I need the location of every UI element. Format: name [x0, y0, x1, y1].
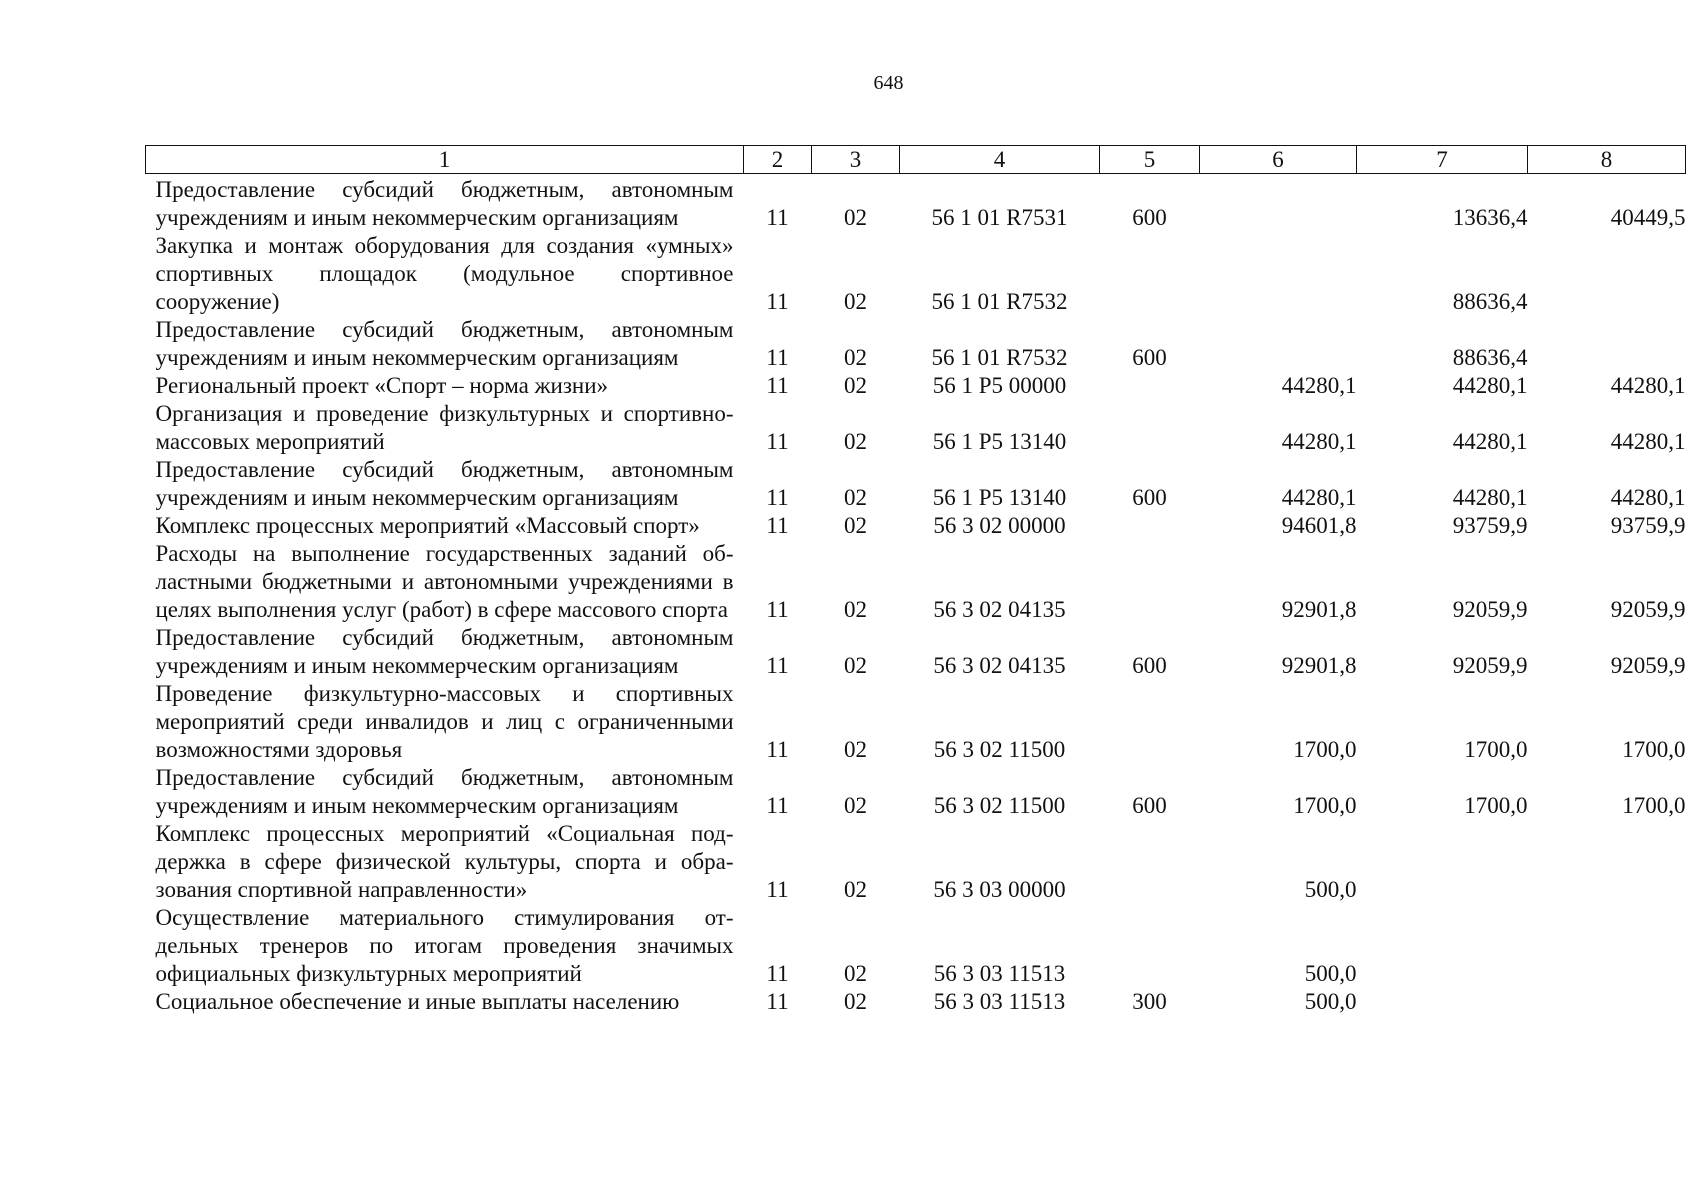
subsection-code-cell: 02	[844, 289, 867, 314]
amount-col-7-cell: 92059,9	[1452, 597, 1528, 622]
row-name-cell: Предоставление субсидий бюджетным, автономным учреждениям и иным некоммерческим организациям	[155, 625, 734, 678]
target-article-cell: 56 1 P5 00000	[932, 373, 1067, 398]
header-row	[146, 146, 1686, 174]
amount-col-8-cell	[1528, 232, 1686, 316]
row-name-cell: Предоставление субсидий бюджетным, автономным учреждениям и иным некоммерческим организациям	[155, 765, 734, 818]
section-code-cell: 11	[766, 513, 789, 538]
row-name-cell: Расходы на выполнение государственных заданий областными бюджетными и автономными учреждениями в целях выполнения услуг (работ) в сфере массового спорта	[155, 541, 734, 622]
subsection-code-cell: 02	[844, 653, 867, 678]
table-row	[146, 680, 1686, 764]
amount-col-6-cell	[1200, 174, 1357, 233]
table-row	[146, 904, 1686, 988]
expense-type-cell	[1100, 820, 1200, 904]
subsection-code-cell: 02	[844, 877, 867, 902]
table-row	[146, 512, 1686, 540]
budget-table	[145, 145, 1686, 1016]
expense-type-cell: 600	[1132, 345, 1167, 370]
amount-col-7-cell: 92059,9	[1452, 653, 1528, 678]
amount-col-6-cell: 500,0	[1304, 961, 1357, 986]
column-header-6: 6	[1200, 146, 1357, 174]
column-header-4: 4	[900, 146, 1100, 174]
amount-col-7-cell: 93759,9	[1452, 513, 1528, 538]
amount-col-8-cell	[1528, 988, 1686, 1016]
amount-col-6-cell: 44280,1	[1281, 373, 1357, 398]
expense-type-cell: 300	[1132, 989, 1167, 1014]
row-name-cell: Предоставление субсидий бюджетным, автономным учреждениям и иным некоммерческим организациям	[155, 317, 734, 370]
section-code-cell: 11	[766, 961, 789, 986]
section-code-cell: 11	[766, 485, 789, 510]
target-article-cell: 56 3 03 11513	[933, 989, 1066, 1014]
row-name-cell: Закупка и монтаж оборудования для создания «умных» спортивных площадок (модульное спортивное сооружение)	[155, 233, 734, 314]
subsection-code-cell: 02	[844, 989, 867, 1014]
row-name-cell: Комплекс процессных мероприятий «Массовый спорт»	[155, 513, 700, 538]
section-code-cell: 11	[766, 737, 789, 762]
row-name-cell: Социальное обеспечение и иные выплаты населению	[155, 989, 680, 1014]
amount-col-6-cell: 1700,0	[1293, 793, 1357, 818]
subsection-code-cell: 02	[844, 513, 867, 538]
amount-col-7-cell: 13636,4	[1452, 205, 1528, 230]
column-header-7: 7	[1357, 146, 1528, 174]
amount-col-8-cell: 44280,1	[1610, 373, 1686, 398]
amount-col-7-cell: 1700,0	[1464, 793, 1528, 818]
amount-col-6-cell: 92901,8	[1281, 597, 1357, 622]
subsection-code-cell: 02	[844, 373, 867, 398]
target-article-cell: 56 3 02 04135	[933, 597, 1066, 622]
row-name-cell: Комплекс процессных мероприятий «Социальная поддержка в сфере физической культуры, спорта и образования спортивной направленности»	[155, 821, 734, 902]
expense-type-cell	[1100, 540, 1200, 624]
column-header-1: 1	[146, 146, 744, 174]
table-row	[146, 232, 1686, 316]
amount-col-7-cell: 88636,4	[1452, 345, 1528, 370]
expense-type-cell	[1100, 372, 1200, 400]
amount-col-6-cell: 1700,0	[1293, 737, 1357, 762]
amount-col-7-cell	[1357, 820, 1528, 904]
target-article-cell: 56 3 02 11500	[933, 737, 1066, 762]
amount-col-6-cell: 500,0	[1304, 989, 1357, 1014]
amount-col-6-cell: 92901,8	[1281, 653, 1357, 678]
expense-type-cell	[1100, 512, 1200, 540]
target-article-cell: 56 3 03 11513	[933, 961, 1066, 986]
amount-col-6-cell: 94601,8	[1281, 513, 1357, 538]
amount-col-8-cell: 44280,1	[1610, 429, 1686, 454]
table-row	[146, 988, 1686, 1016]
subsection-code-cell: 02	[844, 737, 867, 762]
table-row	[146, 456, 1686, 512]
amount-col-8-cell: 1700,0	[1622, 737, 1686, 762]
amount-col-8-cell	[1528, 316, 1686, 372]
expense-type-cell	[1100, 232, 1200, 316]
subsection-code-cell: 02	[844, 205, 867, 230]
target-article-cell: 56 1 P5 13140	[932, 429, 1067, 454]
table-row	[146, 400, 1686, 456]
expense-type-cell: 600	[1132, 653, 1167, 678]
expense-type-cell	[1100, 680, 1200, 764]
amount-col-7-cell: 44280,1	[1452, 485, 1528, 510]
subsection-code-cell: 02	[844, 429, 867, 454]
subsection-code-cell: 02	[844, 485, 867, 510]
section-code-cell: 11	[766, 877, 789, 902]
target-article-cell: 56 3 02 04135	[933, 653, 1066, 678]
section-code-cell: 11	[766, 289, 789, 314]
row-name-cell: Предоставление субсидий бюджетным, автономным учреждениям и иным некоммерческим организациям	[155, 457, 734, 510]
amount-col-7-cell: 44280,1	[1452, 373, 1528, 398]
expense-type-cell: 600	[1132, 205, 1167, 230]
table-row	[146, 624, 1686, 680]
expense-type-cell	[1100, 400, 1200, 456]
amount-col-8-cell: 40449,5	[1610, 205, 1686, 230]
target-article-cell: 56 3 02 00000	[933, 513, 1066, 538]
section-code-cell: 11	[766, 793, 789, 818]
amount-col-8-cell: 92059,9	[1610, 597, 1686, 622]
amount-col-8-cell: 1700,0	[1622, 793, 1686, 818]
subsection-code-cell: 02	[844, 597, 867, 622]
column-header-5: 5	[1100, 146, 1200, 174]
amount-col-8-cell	[1528, 820, 1686, 904]
amount-col-8-cell: 92059,9	[1610, 653, 1686, 678]
amount-col-6-cell	[1200, 316, 1357, 372]
table-row	[146, 820, 1686, 904]
expense-type-cell	[1100, 904, 1200, 988]
section-code-cell: 11	[766, 597, 789, 622]
amount-col-6-cell	[1200, 232, 1357, 316]
amount-col-6-cell: 500,0	[1304, 877, 1357, 902]
column-header-3: 3	[812, 146, 900, 174]
table-row	[146, 316, 1686, 372]
amount-col-7-cell	[1357, 988, 1528, 1016]
target-article-cell: 56 1 01 R7532	[931, 289, 1068, 314]
subsection-code-cell: 02	[844, 961, 867, 986]
expense-type-cell: 600	[1132, 793, 1167, 818]
column-header-2: 2	[744, 146, 812, 174]
target-article-cell: 56 1 P5 13140	[932, 485, 1067, 510]
row-name-cell: Предоставление субсидий бюджетным, автономным учреждениям и иным некоммерческим организациям	[155, 177, 734, 230]
table-row	[146, 174, 1686, 233]
row-name-cell: Проведение физкультурно-массовых и спортивных мероприятий среди инвалидов и лиц с ограниченными возможностями здоровья	[155, 681, 734, 762]
target-article-cell: 56 1 01 R7531	[931, 205, 1068, 230]
subsection-code-cell: 02	[844, 345, 867, 370]
table-row	[146, 764, 1686, 820]
amount-col-6-cell: 44280,1	[1281, 429, 1357, 454]
section-code-cell: 11	[766, 989, 789, 1014]
row-name-cell: Осуществление материального стимулирования отдельных тренеров по итогам проведения значимых официальных физкультурных мероприятий	[155, 905, 734, 986]
table-header	[146, 146, 1686, 174]
target-article-cell: 56 3 03 00000	[933, 877, 1066, 902]
amount-col-7-cell	[1357, 904, 1528, 988]
amount-col-8-cell	[1528, 904, 1686, 988]
table-row	[146, 372, 1686, 400]
table-row	[146, 540, 1686, 624]
section-code-cell: 11	[766, 345, 789, 370]
section-code-cell: 11	[766, 205, 789, 230]
amount-col-8-cell: 93759,9	[1610, 513, 1686, 538]
row-name-cell: Региональный проект «Спорт – норма жизни»	[155, 373, 609, 398]
amount-col-8-cell: 44280,1	[1610, 485, 1686, 510]
section-code-cell: 11	[766, 373, 789, 398]
amount-col-7-cell: 1700,0	[1464, 737, 1528, 762]
section-code-cell: 11	[766, 429, 789, 454]
target-article-cell: 56 1 01 R7532	[931, 345, 1068, 370]
amount-col-7-cell: 44280,1	[1452, 429, 1528, 454]
target-article-cell: 56 3 02 11500	[933, 793, 1066, 818]
subsection-code-cell: 02	[844, 793, 867, 818]
page-number: 648	[873, 72, 904, 94]
expense-type-cell: 600	[1132, 485, 1167, 510]
row-name-cell: Организация и проведение физкультурных и спортивно-массовых мероприятий	[155, 401, 734, 454]
amount-col-7-cell: 88636,4	[1452, 289, 1528, 314]
amount-col-6-cell: 44280,1	[1281, 485, 1357, 510]
section-code-cell: 11	[766, 653, 789, 678]
table-body	[146, 174, 1686, 1017]
column-header-8: 8	[1528, 146, 1686, 174]
